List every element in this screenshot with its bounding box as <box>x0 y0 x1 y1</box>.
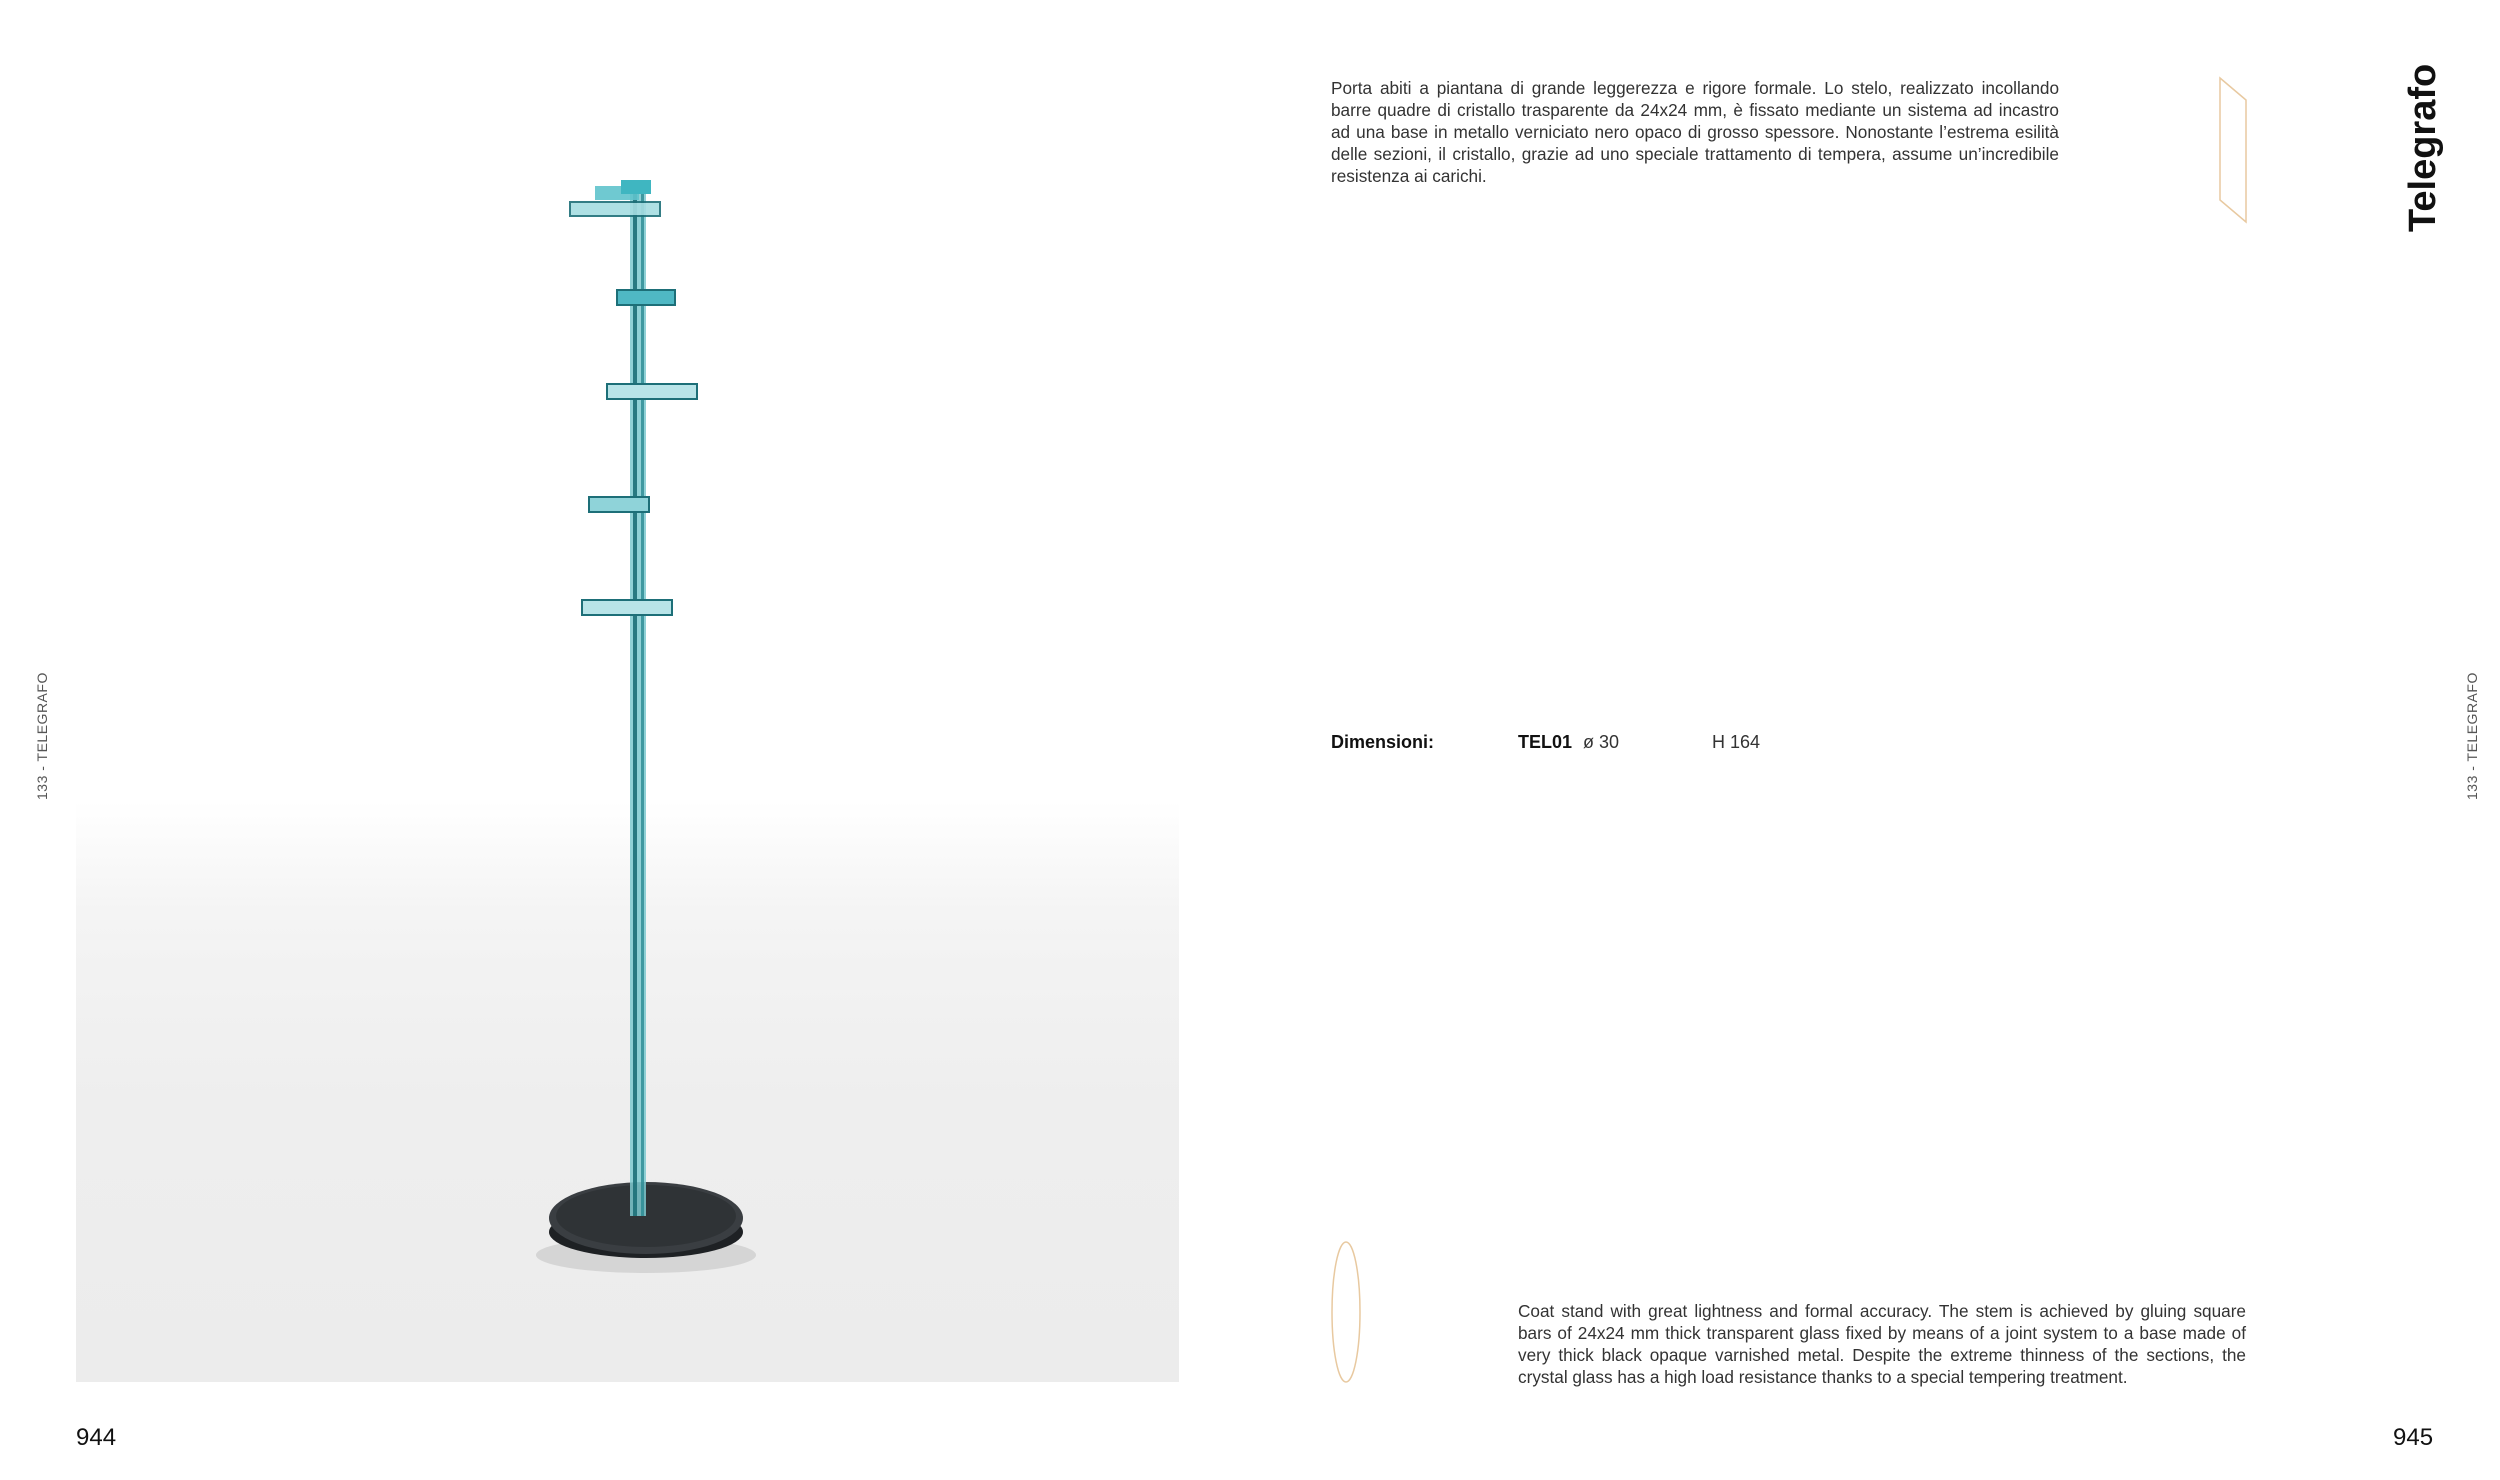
decorative-ellipse <box>1331 1240 1363 1385</box>
dimensions-code: TEL01 <box>1518 732 1573 752</box>
description-english: Coat stand with great lightness and formal accuracy. The stem is achieved by gluing square bars of 24x24 mm thick transparent glass fixed by means of a joint system to a base made of very thick black opaque varnished metal. Despite the extreme thinness of the sections, the crystal glass has a high load resistance thanks to a special tempering treatment. <box>1518 1301 2246 1387</box>
coat-stand-illustration <box>76 0 1179 1382</box>
dimensions-diameter: ø 30 <box>1583 732 1620 752</box>
hook-arm-3 <box>589 497 649 512</box>
side-label-right: 133 - TELEGRAFO <box>2464 672 2480 800</box>
dimensions-label: Dimensioni: <box>1331 732 1435 752</box>
top-arm-3 <box>570 202 660 216</box>
page-number-left: 944 <box>76 1424 117 1451</box>
dimensions-height: H 164 <box>1712 732 1761 752</box>
hook-arm-1 <box>617 290 675 305</box>
decorative-parallelogram <box>2212 76 2252 224</box>
top-arm-2 <box>621 180 651 194</box>
product-photo <box>76 0 1179 1382</box>
glass-stem-edge-2 <box>641 186 644 1216</box>
hook-arm-2 <box>607 384 697 399</box>
description-italian: Porta abiti a piantana di grande leggerezza e rigore formale. Lo stelo, realizzato incollando barre quadre di cristallo trasparente da 24x24 mm, è fissato mediante un sistema ad incastro ad una base in metallo verniciato nero opaco di grosso spessore. Nonostante l’estrema esilità delle sezioni, il cristallo, grazie ad uno speciale trattamento di tempera, assume un’incredibile resistenza ai carichi. <box>1331 78 2059 186</box>
glass-stem-edge <box>633 186 637 1216</box>
side-label-left: 133 - TELEGRAFO <box>34 672 50 800</box>
page-number-right: 945 <box>2393 1424 2434 1451</box>
hook-arm-4 <box>582 600 672 615</box>
product-title: Telegrafo <box>2402 63 2444 232</box>
